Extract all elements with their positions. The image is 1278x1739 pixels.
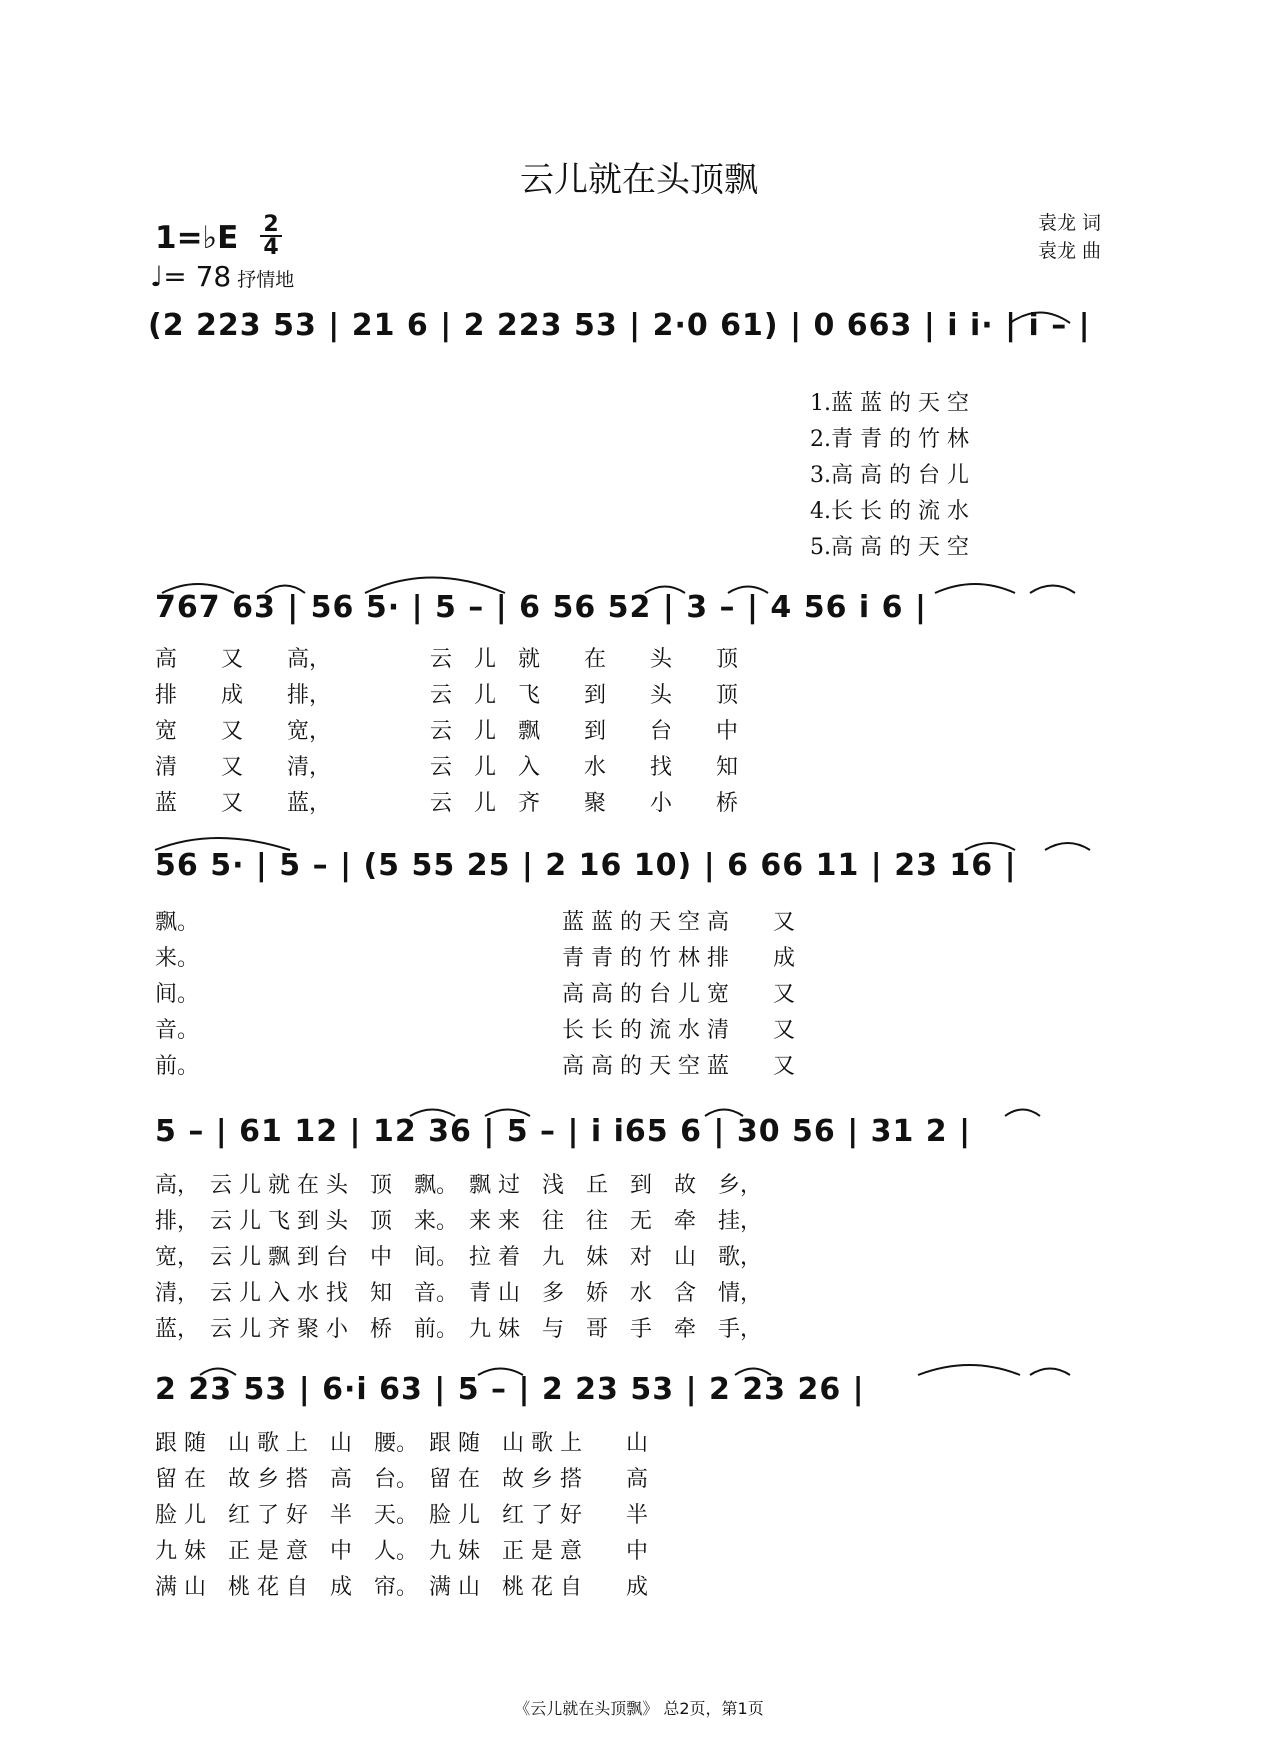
lyric-line: 飘。 蓝 蓝 的 天 空 高 又 (155, 910, 795, 935)
slur (728, 587, 768, 594)
lyric-line: 脸 儿 红 了 好 半 天。 脸 儿 红 了 好 半 (155, 1503, 648, 1528)
lyric-line: 宽， 云 儿 飘 到 台 中 间。 拉 着 九 妹 对 山 歌， (155, 1245, 762, 1270)
tempo-value: ♩= 78 (150, 260, 232, 293)
composer-credit: 袁龙 曲 (1038, 240, 1102, 262)
lyric-line: 满 山 桃 花 自 成 帘。 满 山 桃 花 自 成 (155, 1575, 648, 1600)
lyric-line: 3.高 高 的 台 儿 (810, 463, 969, 488)
lyric-line: 留 在 故 乡 搭 高 台。 留 在 故 乡 搭 高 (155, 1467, 648, 1492)
slur (918, 1365, 1020, 1375)
time-bottom: 4 (263, 235, 279, 260)
lyric-line: 5.高 高 的 天 空 (810, 535, 969, 560)
slur (162, 584, 234, 593)
slur (645, 587, 685, 594)
slur (478, 1369, 523, 1376)
slur (705, 1110, 743, 1117)
slur (410, 1110, 455, 1117)
expression-mark: 抒情地 (237, 269, 295, 291)
lyric-line: 间。 高 高 的 台 儿 宽 又 (155, 982, 795, 1007)
slur (965, 843, 1015, 850)
notation-line-3: 56 5· | 5 – | (5 55 25 | 2 16 10) | 6 66 11 | 23 16 | (155, 848, 1017, 883)
lyric-line: 宽 又 宽， 云 儿 飘 到 台 中 (155, 719, 739, 744)
lyric-line: 清 又 清， 云 儿 入 水 找 知 (155, 755, 739, 780)
slur (935, 584, 1015, 593)
slur (1045, 843, 1090, 850)
lyricist-credit: 袁龙 词 (1038, 212, 1102, 234)
time-top: 2 (263, 212, 279, 237)
lyric-line: 来。 青 青 的 竹 林 排 成 (155, 946, 795, 971)
lyric-line: 高 又 高， 云 儿 就 在 头 顶 (155, 647, 739, 672)
lyric-line: 4.长 长 的 流 水 (810, 499, 969, 524)
slur (1005, 1110, 1040, 1117)
slur (155, 838, 290, 850)
lyric-line: 排， 云 儿 飞 到 头 顶 来。 来 来 往 往 无 牵 挂， (155, 1209, 762, 1234)
lyric-line: 九 妹 正 是 意 中 人。 九 妹 正 是 意 中 (155, 1539, 648, 1564)
slur (1030, 1369, 1070, 1376)
page-footer: 《云儿就在头顶飘》 总2页，第1页 (514, 1699, 764, 1718)
notation-line-2: 767 63 | 56 5· | 5 – | 6 56 52 | 3 – | 4 56 i 6 | (155, 590, 927, 625)
slur (265, 586, 305, 594)
slur (365, 578, 505, 594)
lyric-line: 蓝， 云 儿 齐 聚 小 桥 前。 九 妹 与 哥 手 牵 手， (155, 1317, 762, 1342)
slur (1010, 313, 1070, 324)
lyric-line: 清， 云 儿 入 水 找 知 音。 青 山 多 娇 水 含 情， (155, 1281, 762, 1306)
notation-line-1: (2 223 53 | 21 6 | 2 223 53 | 2·0 61) | 0 663 | i i· | i – | (148, 308, 1091, 343)
slur (1030, 586, 1075, 594)
key-signature: 1=♭E (155, 220, 239, 256)
slur (735, 1369, 771, 1376)
lyric-line: 排 成 排， 云 儿 飞 到 头 顶 (155, 683, 739, 708)
song-title: 云儿就在头顶飘 (520, 160, 758, 200)
slur (200, 1369, 236, 1376)
lyric-line: 音。 长 长 的 流 水 清 又 (155, 1018, 795, 1043)
lyric-line: 高， 云 儿 就 在 头 顶 飘。 飘 过 浅 丘 到 故 乡， (155, 1173, 762, 1198)
notation-line-5: 2 23 53 | 6·i 63 | 5 – | 2 23 53 | 2 23 26 | (155, 1372, 865, 1407)
lyric-line: 2.青 青 的 竹 林 (810, 427, 969, 452)
notation-line-4: 5 – | 61 12 | 12 36 | 5 – | i i65 6 | 30 56 | 31 2 | (155, 1114, 972, 1149)
slur (485, 1110, 530, 1117)
lyric-line: 跟 随 山 歌 上 山 腰。 跟 随 山 歌 上 山 (155, 1431, 648, 1456)
lyric-line: 1.蓝 蓝 的 天 空 (810, 391, 969, 416)
lyric-line: 前。 高 高 的 天 空 蓝 又 (155, 1054, 795, 1079)
lyric-line: 蓝 又 蓝， 云 儿 齐 聚 小 桥 (155, 791, 739, 816)
